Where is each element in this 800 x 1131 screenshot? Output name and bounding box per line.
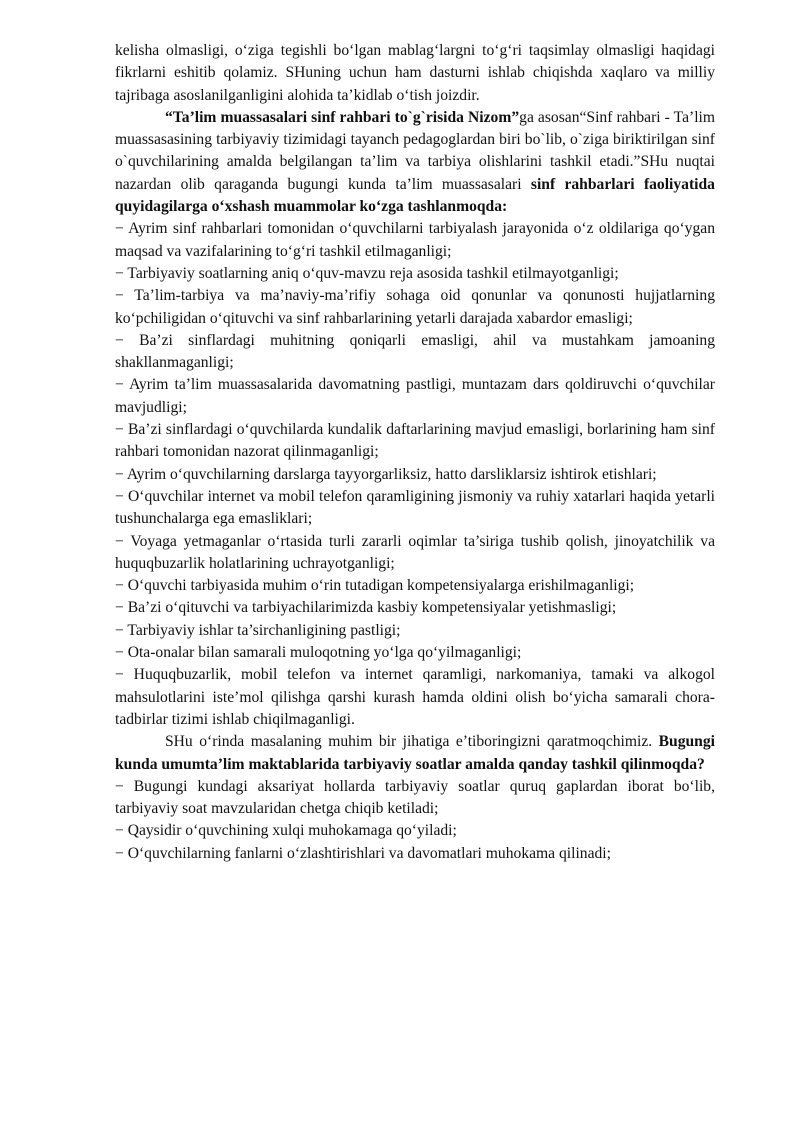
problem-item: − Ba’zi sinflardagi muhitning qoniqarli emasligi, ahil va mustahkam jamoaning shakllanmaganligi;: [115, 331, 715, 372]
paragraph-nizom: [115, 107, 715, 218]
document-page: [115, 40, 715, 865]
problem-item: − Ayrim o‘quvchilarning darslarga tayyorgarliksiz, hatto darsliklarsiz ishtirok etishlari;: [115, 465, 657, 483]
nizom-quote-text: ga asosan“Sinf rahbari - Ta’lim muassasasining tarbiyaviy tizimidagi tayanch pedagoglardan biri bo`lib, o`ziga biriktirilgan sinf o`quvchilarining amalda belgilangan ta’lim va tarbiya olishlarini tashkil etadi.”SHu nuqtai nazardan olib qaraganda bugungi kunda ta’lim muassasalari: [115, 108, 715, 193]
answer-item: − Bugungi kundagi aksariyat hollarda tarbiyaviy soatlar quruq gaplardan iborat bo‘lib, tarbiyaviy soat mavzularidan chetga chiqib ketiladi;: [115, 777, 715, 818]
paragraph-question: [115, 731, 715, 776]
paragraph-intro: kelisha olmasligi, o‘ziga tegishli bo‘lgan mablag‘largni to‘g‘ri taqsimlay olmasligi haqidagi fikrlarni eshitib qolamiz. SHuning uchun ham dasturni ishlab chiqishda xaqlaro va milliy tajribaga asoslanilganligini alohida ta’kidlab o‘tish joizdir.: [115, 42, 715, 104]
problem-item: − Ba’zi sinflardagi o‘quvchilarda kundalik daftarlarining mavjud emasligi, borlarining ham sinf rahbari tomonidan nazorat qilinmaganligi;: [115, 421, 715, 461]
nizom-title: “Ta’lim muassasalari sinf rahbari to`g`risida Nizom”: [165, 108, 520, 126]
problem-item: − O‘quvchi tarbiyasida muhim o‘rin tutadigan kompetensiyalarga erishilmaganligi;: [115, 577, 635, 595]
problems-heading: sinf rahbarlari faoliyatida quyidagilarga o‘xshash muammolar ko‘zga tashlanmoqda:: [115, 175, 715, 216]
problem-item: − Ota-onalar bilan samarali muloqotning yo‘lga qo‘yilmaganligi;: [115, 644, 522, 662]
problem-item: − Ayrim ta’lim muassasalarida davomatning pastligi, muntazam dars qoldiruvchi o‘quvchilar mavjudligi;: [115, 376, 715, 416]
question-heading: Bugungi kunda umumta’lim maktablarida tarbiyaviy soatlar amalda qanday tashkil qilinmoqda?: [115, 733, 715, 773]
problem-item: − Ba’zi o‘qituvchi va tarbiyachilarimizda kasbiy kompetensiyalar yetishmasligi;: [115, 599, 617, 617]
problem-item: − Voyaga yetmaganlar o‘rtasida turli zararli oqimlar ta’siriga tushib qolish, jinoyatchilik va huquqbuzarlik holatlarining uchrayotganligi;: [115, 532, 715, 572]
answer-item: − O‘quvchilarning fanlarni o‘zlashtirishlari va davomatlari muhokama qilinadi;: [115, 844, 611, 862]
problem-item: − Huquqbuzarlik, mobil telefon va internet qaramligi, narkomaniya, tamaki va alkogol mahsulotlarini iste’mol qilishga qarshi kurash hamda oldini olish bo‘yicha samarali chora-tadbirlar tizimi ishlab chiqilmaganligi.: [115, 666, 715, 728]
problem-item: − Tarbiyaviy ishlar ta’sirchanligining pastligi;: [115, 621, 401, 639]
problem-item: − Ayrim sinf rahbarlari tomonidan o‘quvchilarni tarbiyalash jarayonida o‘z oldilariga qo‘ygan maqsad va vazifalarining to‘g‘ri tashkil etilmaganligi;: [115, 220, 715, 260]
problem-item: − Tarbiyaviy soatlarning aniq o‘quv-mavzu reja asosida tashkil etilmayotganligi;: [115, 264, 619, 282]
answer-item: − Qaysidir o‘quvchining xulqi muhokamaga qo‘yiladi;: [115, 822, 457, 840]
problem-item: − O‘quvchilar internet va mobil telefon qaramligining jismoniy va ruhiy xatarlari haqida yetarli tushunchalarga ega emasliklari;: [115, 487, 715, 528]
problem-item: − Ta’lim-tarbiya va ma’naviy-ma’rifiy sohaga oid qonunlar va qonunosti hujjatlarning ko‘pchiligidan o‘qituvchi va sinf rahbarlarining yetarli darajada xabardor emasligi;: [115, 287, 715, 327]
question-intro: SHu o‘rinda masalaning muhim bir jihatiga e’tiboringizni qaratmoqchimiz.: [165, 733, 659, 751]
